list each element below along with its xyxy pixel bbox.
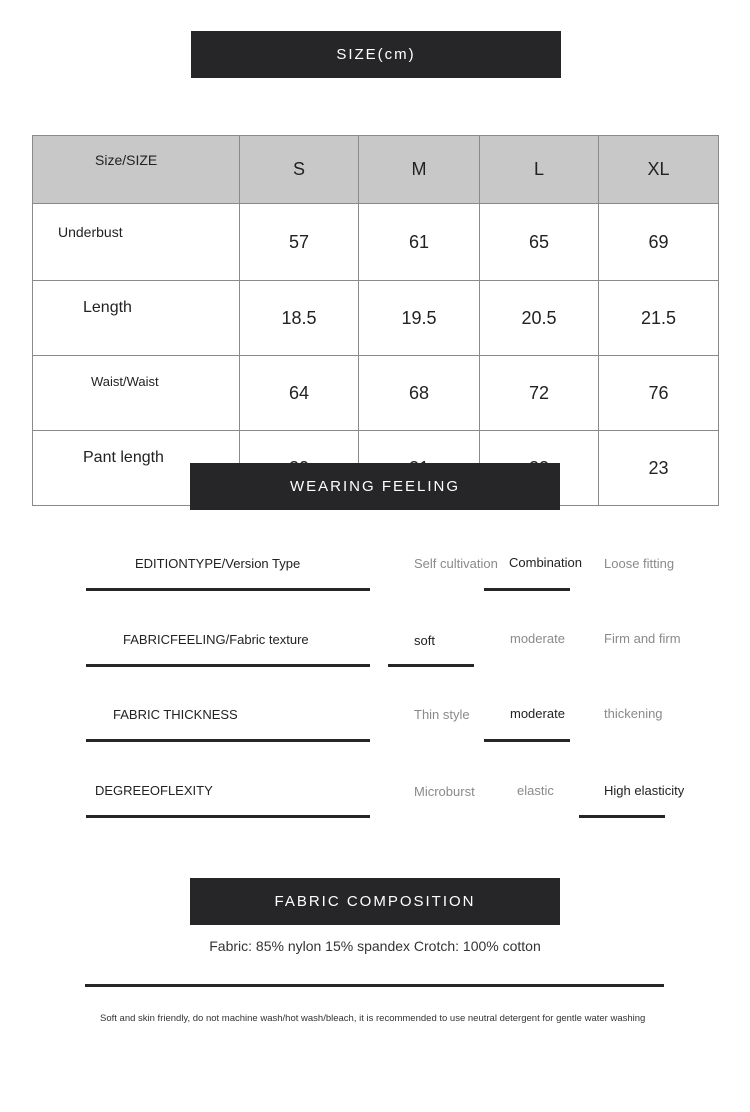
feel-label: DEGREEOFLEXITY xyxy=(95,783,213,798)
feel-option: Microburst xyxy=(414,784,475,799)
feel-option-selected: High elasticity xyxy=(604,783,685,798)
size-table-header-l: L xyxy=(480,136,599,204)
feel-row-fabric-texture xyxy=(0,632,750,692)
feel-label: EDITIONTYPE/Version Type xyxy=(135,556,301,571)
table-cell: 65 xyxy=(480,204,599,281)
fabric-section-title: FABRIC COMPOSITION xyxy=(274,893,476,910)
row-label-pant-length: Pant length xyxy=(33,431,240,506)
table-cell: 57 xyxy=(240,204,359,281)
feel-row-fabric-thickness xyxy=(0,707,750,767)
selected-option-underline xyxy=(484,739,570,742)
feel-option: moderate xyxy=(510,631,565,646)
wearing-section-title: WEARING FEELING xyxy=(289,478,461,495)
size-table-header-row xyxy=(33,136,719,204)
table-cell: 19.5 xyxy=(359,281,480,356)
size-table-header-label: Size/SIZE xyxy=(33,136,240,204)
feel-option: thickening xyxy=(604,706,663,721)
table-cell: 72 xyxy=(480,356,599,431)
size-table xyxy=(32,135,719,506)
fabric-composition-text: Fabric: 85% nylon 15% spandex Crotch: 100% cotton xyxy=(209,938,541,954)
row-label-length: Length xyxy=(33,281,240,356)
wearing-section-banner xyxy=(190,463,560,510)
size-section-banner xyxy=(191,31,561,78)
care-instructions: Soft and skin friendly, do not machine wash/hot wash/bleach, it is recommended to use neutral detergent for gentle water washing xyxy=(100,1013,646,1024)
feel-label-underline xyxy=(86,815,370,818)
table-cell: 64 xyxy=(240,356,359,431)
feel-option-selected: Combination xyxy=(509,555,582,570)
feel-label-underline xyxy=(86,664,370,667)
table-cell: 21.5 xyxy=(599,281,719,356)
table-cell: 69 xyxy=(599,204,719,281)
feel-label: FABRICFEELING/Fabric texture xyxy=(123,632,309,647)
table-cell: 18.5 xyxy=(240,281,359,356)
table-cell: 61 xyxy=(359,204,480,281)
size-table-header-m: M xyxy=(359,136,480,204)
table-row xyxy=(33,356,719,431)
size-table-header-s: S xyxy=(240,136,359,204)
feel-label-underline xyxy=(86,739,370,742)
fabric-section-banner xyxy=(190,878,560,925)
feel-option: Firm and firm xyxy=(604,631,681,646)
composition-divider xyxy=(85,984,664,987)
row-label-underbust: Underbust xyxy=(33,204,240,281)
table-cell: 76 xyxy=(599,356,719,431)
size-table-header-xl: XL xyxy=(599,136,719,204)
selected-option-underline xyxy=(579,815,665,818)
feel-row-version-type xyxy=(0,556,750,616)
feel-option: elastic xyxy=(517,783,554,798)
feel-option: Thin style xyxy=(414,707,470,722)
feel-option-selected: soft xyxy=(414,633,435,648)
feel-label-underline xyxy=(86,588,370,591)
feel-option: Loose fitting xyxy=(604,556,675,571)
table-cell: 68 xyxy=(359,356,480,431)
table-row xyxy=(33,281,719,356)
selected-option-underline xyxy=(388,664,474,667)
feel-option-selected: moderate xyxy=(510,706,565,721)
selected-option-underline xyxy=(484,588,570,591)
feel-label: FABRIC THICKNESS xyxy=(113,707,238,722)
table-row xyxy=(33,204,719,281)
table-cell: 23 xyxy=(599,431,719,506)
size-section-title: SIZE(cm) xyxy=(336,46,416,63)
row-label-waist: Waist/Waist xyxy=(33,356,240,431)
feel-option: Self cultivation xyxy=(414,556,498,571)
table-cell: 20.5 xyxy=(480,281,599,356)
feel-row-elasticity xyxy=(0,783,750,843)
